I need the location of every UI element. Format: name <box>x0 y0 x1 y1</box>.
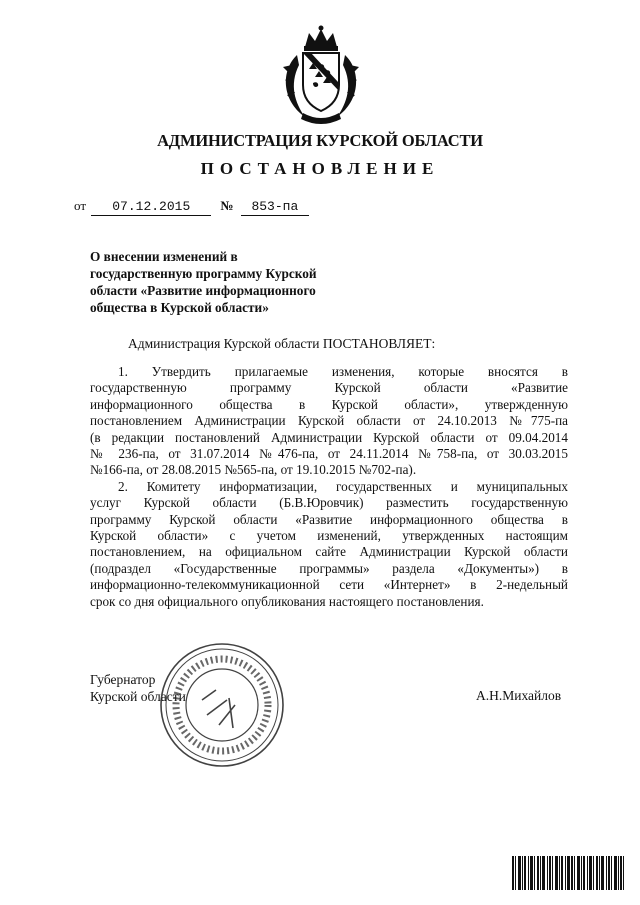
body-line: программу Курской области «Развитие информационного общества в <box>90 511 568 527</box>
barcode-icon <box>512 856 624 890</box>
body-line: (подраздел «Государственные программы» раздела «Документы») в <box>90 560 568 576</box>
organization-title: АДМИНИСТРАЦИЯ КУРСКОЙ ОБЛАСТИ <box>157 131 483 150</box>
subject-line: государственную программу Курской <box>90 266 317 281</box>
date-label: от <box>74 198 87 213</box>
body-line: №166-па, от 28.08.2015 №565-па, от 19.10.2015 №702-па). <box>90 462 417 478</box>
round-stamp-icon <box>157 640 287 770</box>
document-date: 07.12.2015 <box>91 199 211 216</box>
body-line: (в редакции постановлений Администрации Курской области от 09.04.2014 <box>90 429 568 445</box>
resolution-preamble: Администрация Курской области ПОСТАНОВЛЯЕТ: <box>128 336 436 351</box>
document-subject <box>90 248 350 316</box>
subject-line: общества в Курской области» <box>90 300 269 315</box>
signatory-position: Губернатор <box>90 672 156 687</box>
subject-line: О внесении изменений в <box>90 249 238 264</box>
number-label: № <box>220 198 234 213</box>
body-line: Курской области» с учетом изменений, утвержденных настоящим <box>90 528 568 544</box>
document-body <box>90 364 568 610</box>
body-line: 1. Утвердить прилагаемые изменения, которые вносятся в <box>118 364 568 379</box>
body-line: информационного общества в Курской области», утвержденную <box>90 396 568 412</box>
document-type: ПОСТАНОВЛЕНИЕ <box>200 159 440 178</box>
coat-of-arms-icon <box>275 25 367 125</box>
body-line: срок со дня официального опубликования настоящего постановления. <box>90 593 484 609</box>
body-line: постановлением, на официальном сайте Администрации Курской области <box>90 544 568 560</box>
body-line: государственную программу Курской области «Развитие <box>90 380 568 396</box>
signatory-region: Курской области <box>90 689 186 704</box>
document-number: 853-па <box>241 199 309 216</box>
body-line: постановлением Администрации Курской области от 24.10.2013 №775-па <box>90 413 568 429</box>
signatory-name: А.Н.Михайлов <box>476 688 562 703</box>
date-number-line <box>74 198 309 216</box>
body-line: № 236-па, от 31.07.2014 №476-па, от 24.11.2014 №758-па, от 30.03.2015 <box>90 446 568 462</box>
body-line: информационно-телекоммуникационной сети «Интернет» в 2-недельный <box>90 577 568 593</box>
subject-line: области «Развитие информационного <box>90 283 316 298</box>
body-line: 2. Комитету информатизации, государственных и муниципальных <box>118 478 568 494</box>
body-line: услуг Курской области (Б.В.Юровчик) разместить государственную <box>90 495 568 511</box>
